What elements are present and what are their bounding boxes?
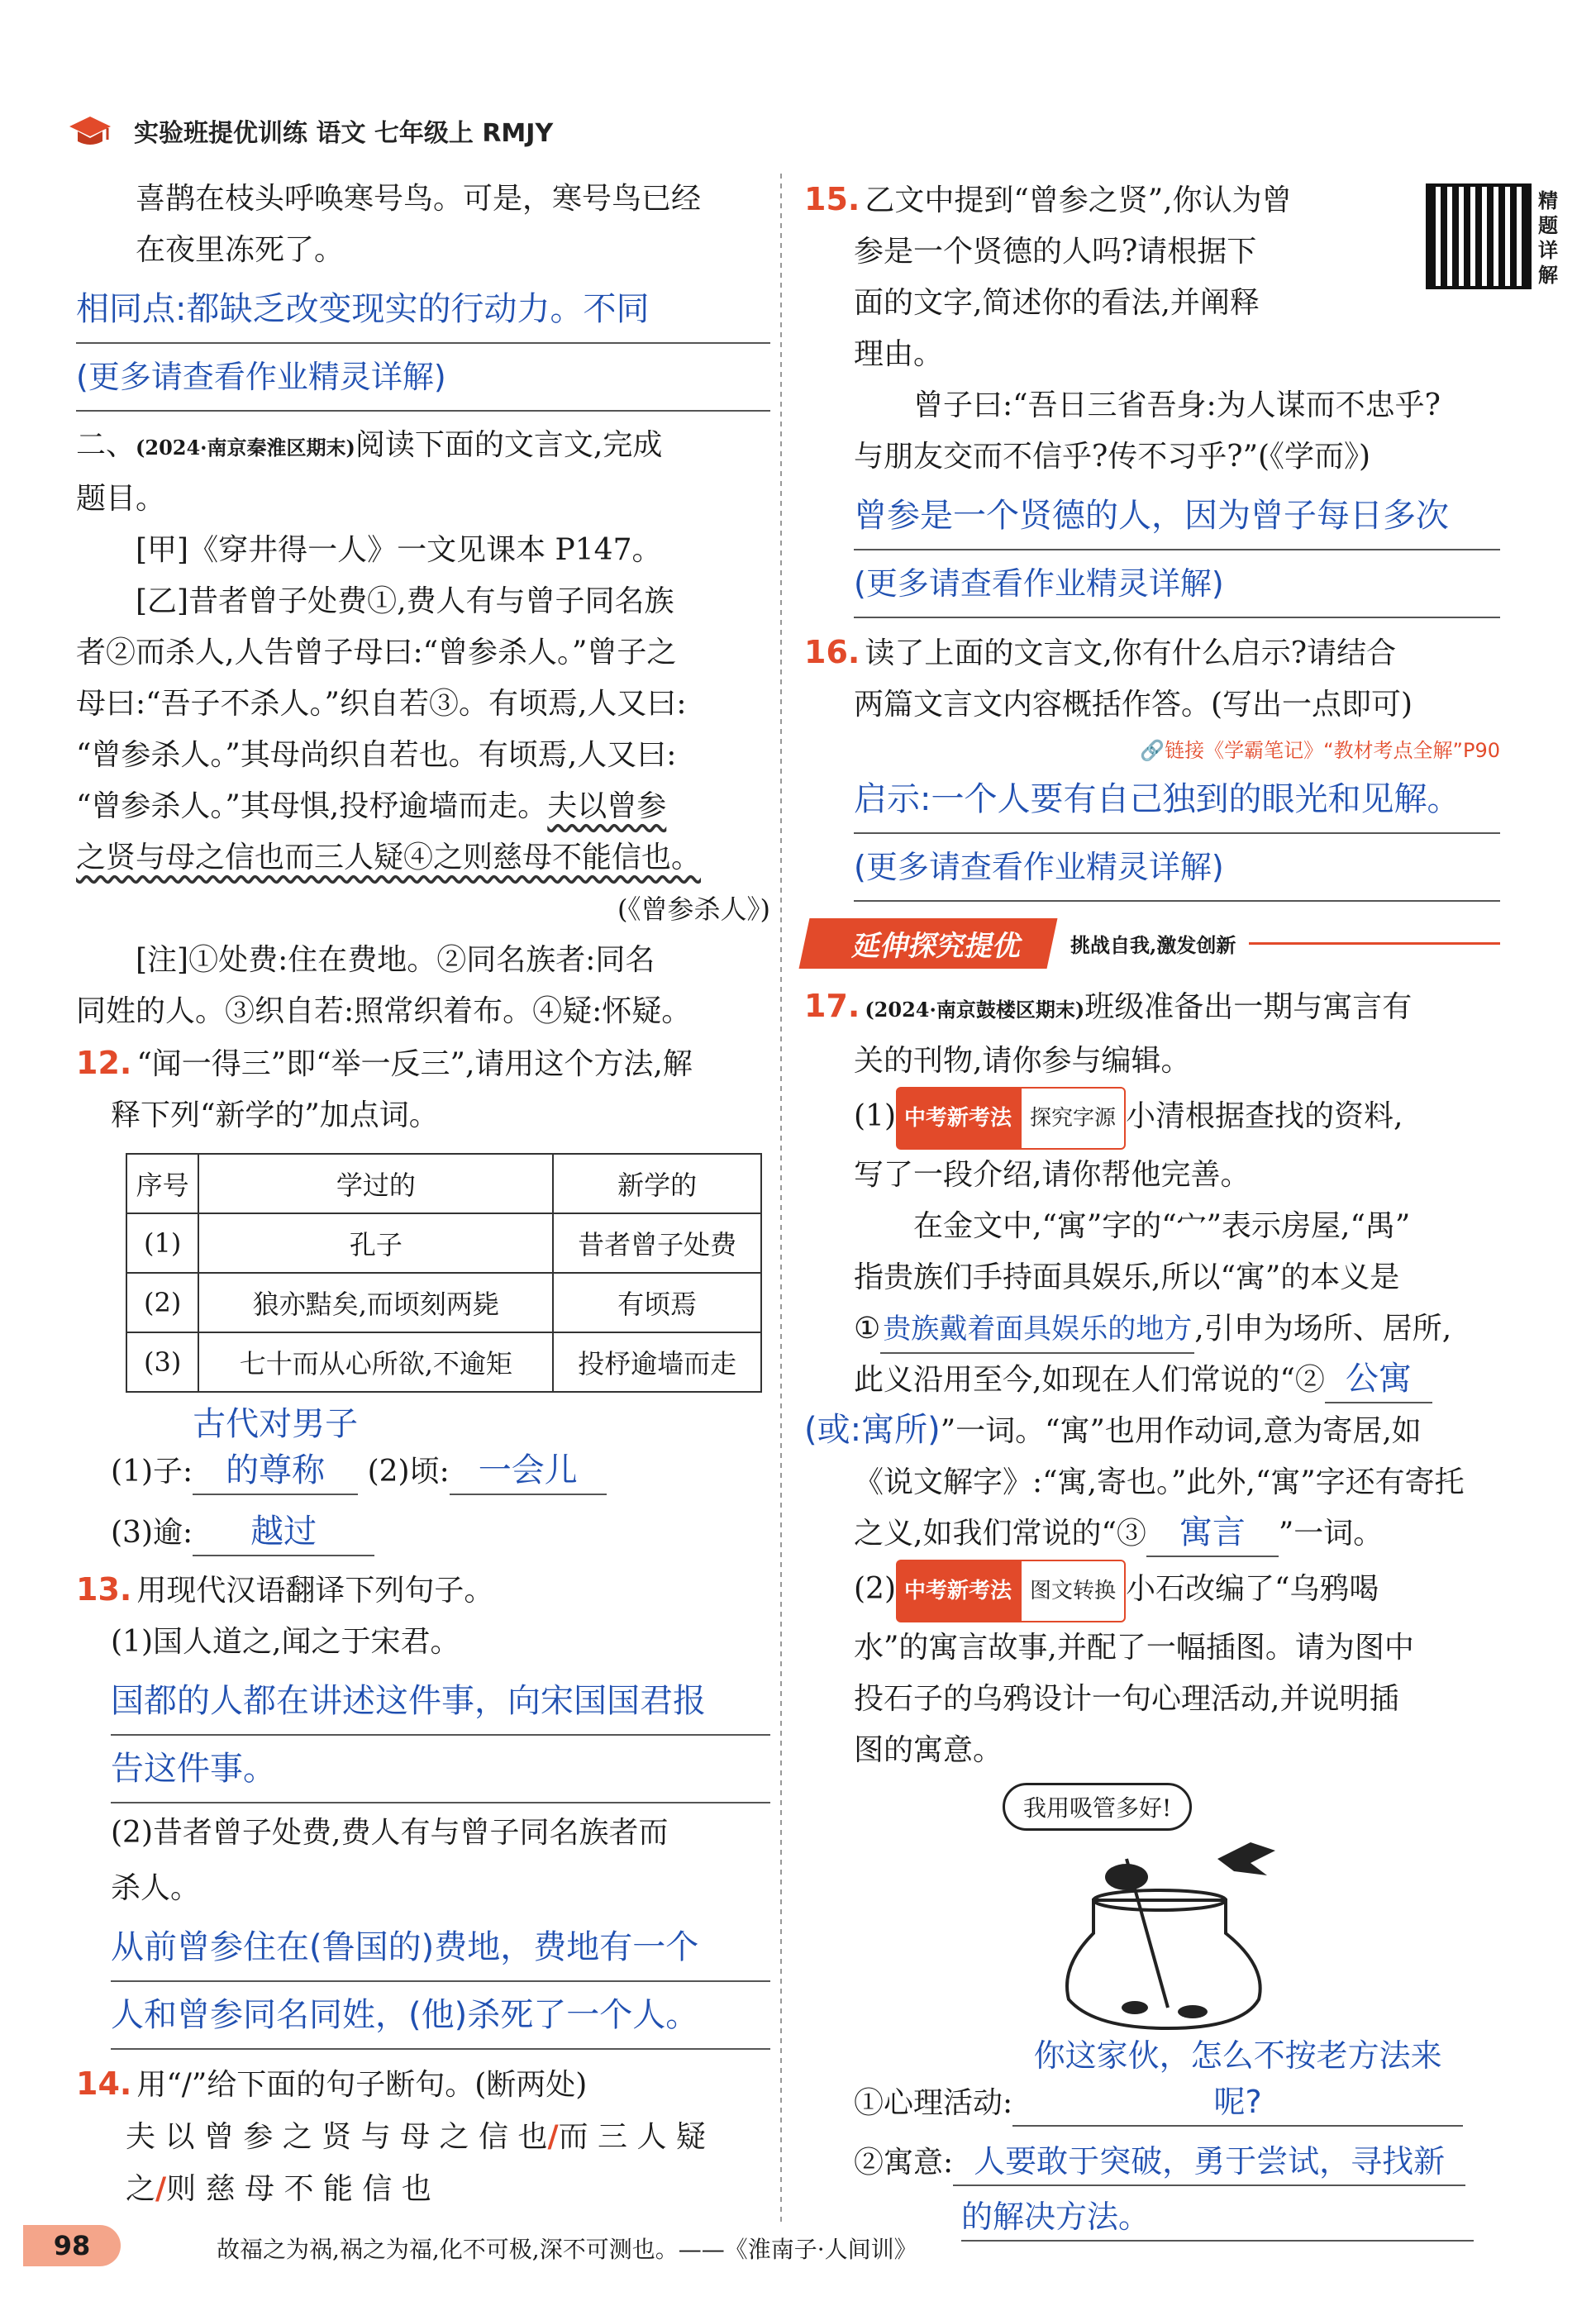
sentence-text: 之 [126,2172,156,2206]
answer-label: ①心理活动: [854,2086,1013,2120]
answer-blank: 越过 [193,1508,374,1556]
question-text: 乙文中提到“曾参之贤”,你认为曾 [865,183,1292,217]
quote-line: 曾子曰:“吾日三省吾身:为人谋而不忠乎? [913,388,1441,422]
part-text: 水”的寓言故事,并配了一幅插图。请为图中 [854,1631,1414,1665]
textbook-link[interactable] [804,734,1500,763]
question-number: 17. [804,988,860,1024]
text-line: 喜鹊在枝头呼唤寒号鸟。可是，寒号鸟已经 [136,182,702,216]
graduation-cap-icon [66,112,114,150]
table-cell: 有顷焉 [553,1273,761,1332]
part-text: 小石改编了“乌鸦喝 [1126,1572,1379,1606]
answer-label: (1)子: [111,1455,193,1489]
text-line: 在夜里冻死了。 [136,233,345,267]
answer-line: 启示:一个人要有自己独到的眼光和见解。 [854,766,1500,834]
answer-row-a1 [804,2032,1500,2133]
table-cell: 昔者曾子处费 [553,1213,761,1273]
part-text: 图的寓意。 [854,1733,1003,1767]
question-text: 两篇文言文内容概括作答。(写出一点即可) [854,688,1413,722]
part-text: 此义沿用至今,如现在人们常说的“② [854,1363,1325,1397]
answer-blank: 的解决方法。 [961,2194,1474,2242]
table-cell: (2) [126,1273,198,1332]
question-14 [76,2058,770,2111]
answer-line: 国都的人都在讲述这件事，向宋国国君报 [111,1668,770,1736]
question-text: 用现代汉语翻译下列句子。 [136,1574,494,1608]
crow-illustration [970,1776,1500,2032]
blank-number: ① [854,1312,881,1346]
part-1 [804,1087,1500,1150]
sentence-text: 而 三 人 疑 [558,2120,706,2154]
table-header: 学过的 [198,1154,553,1213]
answer-blank: 贵族戴着面具娱乐的地方 [880,1306,1194,1354]
answer-row-a2 [804,2133,1500,2193]
part-text: 写了一段介绍,请你帮他完善。 [854,1158,1251,1192]
fill-line [804,1508,1500,1560]
qr-label: 精题详解 [1538,189,1558,287]
text-line: 题目。 [76,482,166,516]
table-row [126,1273,761,1332]
section-two-heading [76,420,770,474]
note-line: [注]①处费:住在费地。②同名族者:同名 [136,943,655,977]
answer-blank: (或:寓所) [804,1411,941,1449]
table-cell: 狼亦黠矣,而顷刻两毙 [198,1273,553,1332]
part-label: (2) [854,1572,896,1606]
question-17 [804,980,1500,1036]
answer-line: 相同点:都缺乏改变现实的行动力。不同 [76,276,770,344]
sentence-2: 杀人。 [111,1871,201,1905]
question-number: 14. [76,2065,132,2102]
answer-blank: 寓言 [1146,1509,1279,1557]
wavy-underlined-text: 之贤与母之信也而三人疑④之则慈母不能信也。 [76,841,702,874]
part-label: (1) [854,1099,896,1133]
question-number: 16. [804,634,860,670]
link-text: 链接《学霸笔记》“教材考点全解”P90 [1165,739,1500,762]
passage-text: “曾参杀人。”其母惧,投杼逾墙而走。 [76,789,548,823]
part-2 [804,1560,1500,1622]
sentence-text: 则 慈 母 不 能 信 也 [166,2172,431,2206]
section-banner [804,918,1500,969]
answer-row-12 [76,1401,770,1503]
passage-line: [乙]昔者曾子处费①,费人有与曾子同名族 [136,584,674,618]
passage-line: “曾参杀人。”其母尚织自若也。有顷焉,人又曰: [76,738,677,772]
part-text: 《说文解字》:“寓,寄也。”此外,“寓”字还有寄托 [854,1465,1465,1499]
crow-pitcher-icon [1003,1826,1333,2032]
section-text: 阅读下面的文言文,完成 [355,428,663,462]
part-text: 指贵族们手持面具娱乐,所以“寓”的本义是 [854,1260,1400,1294]
answer-blank: 人要敢于突破，勇于尝试，寻找新 [953,2138,1465,2186]
answer-line: 人和曾参同名同姓，(他)杀死了一个人。 [111,1982,770,2050]
question-number: 15. [804,181,860,217]
part-text: ”一词。 [1278,1517,1384,1551]
question-16 [804,627,1500,679]
wavy-underlined-text: 夫以曾参 [547,789,667,823]
sentence-1: (1)国人道之,闻之于宋君。 [111,1625,460,1659]
column-divider [780,174,782,2223]
fill-line [804,1303,1500,1355]
page-header [66,106,553,155]
question-text: 用“/”给下面的句子断句。(断两处) [136,2068,588,2102]
exam-tag: 中考新考法 [896,1087,1020,1150]
vocab-table [126,1153,762,1393]
answer-blank: 公寓 [1325,1355,1432,1403]
fill-line [804,1355,1500,1406]
source-tag: (2024·南京鼓楼区期末) [865,998,1085,1022]
link-icon: 🔗 [1140,739,1165,762]
source-tag: (2024·南京秦淮区期末) [136,436,355,460]
quote-line: 与朋友交而不信乎?传不习乎?”(《学而》) [854,440,1371,474]
question-number: 13. [76,1571,132,1608]
passage-line [76,781,770,832]
footer-quote: 故福之为祸,祸之为福,化不可极,深不可测也。——《淮南子·人间训》 [217,2236,917,2263]
part-text: 投石子的乌鸦设计一句心理活动,并说明插 [854,1682,1399,1716]
table-row [126,1213,761,1273]
exam-tag: 中考新考法 [896,1560,1020,1622]
more-link[interactable]: (更多请查看作业精灵详解) [76,344,770,412]
question-text: 读了上面的文言文,你有什么启示?请结合 [865,636,1397,670]
passage-line: 者②而杀人,人告曾子母曰:“曾参杀人。”曾子之 [76,636,677,669]
sentence-line [76,2163,770,2215]
page-number: 98 [23,2225,121,2266]
answer-row-12b [76,1503,770,1564]
question-12 [76,1037,770,1090]
speech-bubble: 我用吸管多好! [1003,1783,1192,1831]
question-text: 面的文字,简述你的看法,并阐释 [854,286,1260,320]
part-text: 小清根据查找的资料, [1126,1099,1403,1133]
table-cell: (3) [126,1332,198,1392]
note-line: 同姓的人。③织自若:照常织着布。④疑:怀疑。 [76,994,692,1028]
right-column [804,174,1500,2244]
question-13 [76,1564,770,1617]
break-slash: / [155,2171,167,2206]
part-text: 之义,如我们常说的“③ [854,1517,1146,1551]
exam-tag-type: 探究字源 [1020,1087,1126,1150]
question-number: 12. [76,1045,132,1081]
answer-label: ②寓意: [854,2146,954,2180]
section-number: 二、 [76,428,136,462]
header-title: 实验班提优训练 语文 七年级上 RMJY [134,119,554,148]
question-text: 关的刊物,请你参与编辑。 [854,1044,1191,1078]
more-link[interactable]: (更多请查看作业精灵详解) [854,550,1500,618]
answer-label: (2)顷: [367,1455,450,1489]
table-cell: 七十而从心所欲,不逾矩 [198,1332,553,1392]
question-text: 理由。 [854,337,944,371]
answer-line: 告这件事。 [111,1736,770,1803]
table-cell: 孔子 [198,1213,553,1273]
answer-blank: 古代对男子的尊称 [193,1401,358,1495]
part-text: ,引申为场所、居所, [1194,1312,1452,1346]
banner-title: 延伸探究提优 [799,918,1058,969]
question-text: 班级准备出一期与寓言有 [1084,990,1413,1024]
more-link[interactable]: (更多请查看作业精灵详解) [854,834,1500,902]
answer-label: (3)逾: [111,1516,193,1550]
sentence-line [76,2111,770,2163]
table-cell: (1) [126,1213,198,1273]
answer-line: 曾参是一个贤德的人，因为曾子每日多次 [854,483,1500,550]
question-15 [804,174,1350,226]
answer-line: 从前曾参住在(鲁国的)费地，费地有一个 [111,1914,770,1982]
part-text: ”一词。“寓”也用作动词,意为寄居,如 [940,1414,1422,1448]
sentence-2: (2)昔者曾子处费,费人有与曾子同名族者而 [111,1816,669,1850]
question-text: “闻一得三”即“举一反三”,请用这个方法,解 [136,1047,693,1081]
question-text: 释下列“新学的”加点词。 [111,1098,439,1132]
table-row [126,1332,761,1392]
table-header: 新学的 [553,1154,761,1213]
table-header: 序号 [126,1154,198,1213]
table-cell: 投杼逾墙而走 [553,1332,761,1392]
passage-source: (《曾参杀人》) [617,893,770,925]
left-column [76,174,770,2215]
exam-tag-type: 图文转换 [1020,1560,1126,1622]
answer-blank: 你这家伙，怎么不按老方法来呢? [1012,2032,1463,2127]
passage-line: 母曰:“吾子不杀人。”织自若③。有顷焉,人又曰: [76,687,687,721]
answer-blank: 一会儿 [450,1447,607,1495]
table-header-row [126,1154,761,1213]
banner-subtitle: 挑战自我,激发创新 [1070,933,1236,957]
sentence-text: 夫 以 曾 参 之 贤 与 母 之 信 也 [126,2120,548,2154]
question-text: 参是一个贤德的人吗?请根据下 [854,235,1257,269]
break-slash: / [547,2119,559,2154]
banner-rule [1249,942,1500,945]
fill-line [804,1406,1500,1457]
part-text: 在金文中,“寓”字的“宀”表示房屋,“禺” [913,1209,1411,1243]
passage-jia: [甲]《穿井得一人》一文见课本 P147。 [136,533,662,567]
